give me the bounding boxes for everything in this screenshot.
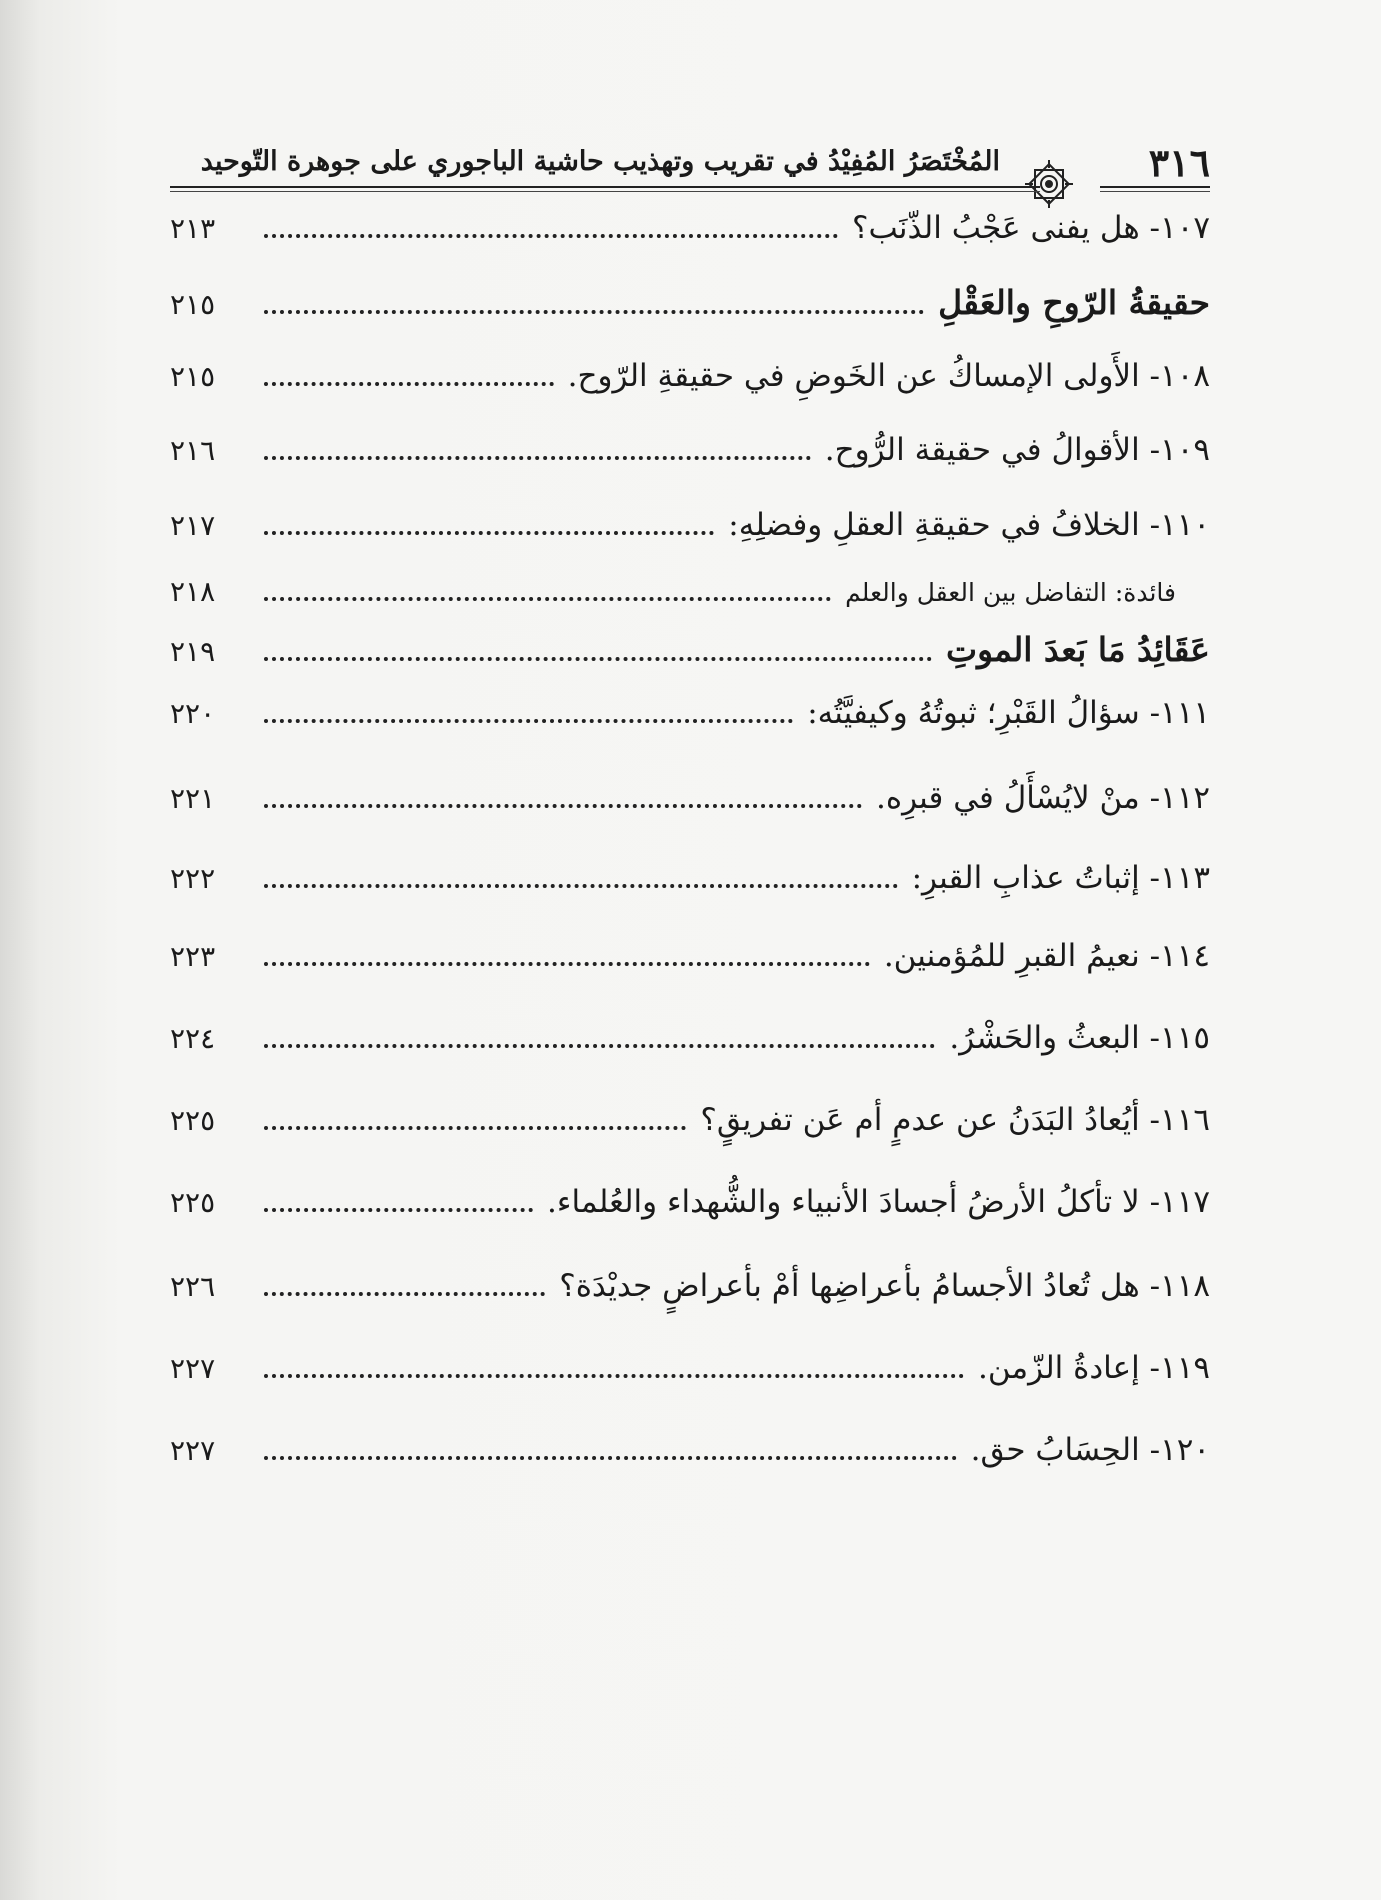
toc-title: ١١٥- البعثُ والحَشْرُ. [949, 1020, 1210, 1056]
toc-leader-dots [264, 234, 838, 238]
toc-title: ١٠٨- الأَولى الإمساكُ عن الخَوضِ في حقيقةِ الرّوح. [567, 358, 1210, 394]
toc-leader-dots [264, 1374, 964, 1378]
toc-title: عَقَائِدُ مَا بَعدَ الموتِ [946, 630, 1210, 669]
toc-entry-row [170, 432, 1210, 492]
toc-title: ١٠٩- الأقوالُ في حقيقة الرُّوح. [824, 432, 1210, 468]
toc-page-number: ٢٢٤ [170, 1022, 216, 1055]
toc-entry-row [170, 1432, 1210, 1492]
toc-title: ١١٩- إعادةُ الزّمن. [978, 1350, 1210, 1386]
page-header [170, 140, 1210, 190]
toc-leader-dots [264, 1292, 545, 1296]
toc-page-number: ٢١٣ [170, 212, 216, 245]
toc-page-number: ٢٢٣ [170, 940, 216, 973]
toc-page-number: ٢٢٢ [170, 862, 216, 895]
toc-entry-row [170, 1184, 1210, 1244]
toc-leader-dots [264, 804, 862, 808]
toc-leader-dots [264, 531, 714, 535]
toc-page-number: ٢١٥ [170, 360, 216, 393]
toc-page-number: ٢٢٧ [170, 1434, 216, 1467]
toc-title: ١١٣- إثباتُ عذابِ القبرِ: [911, 860, 1210, 896]
toc-title: ١١٧- لا تأكلُ الأرضُ أجسادَ الأنبياء والشُّهداء والعُلماء. [547, 1184, 1210, 1220]
header-divider [170, 186, 1040, 188]
toc-entry-row [170, 1102, 1210, 1162]
toc-page-number: ٢١٨ [170, 575, 216, 608]
toc-title: ١١٢- منْ لايُسْأَلُ في قبرِه. [875, 780, 1210, 816]
toc-leader-dots [264, 962, 870, 966]
toc-leader-dots [264, 1456, 957, 1460]
toc-title: حقيقةُ الرّوحِ والعَقْلِ [938, 283, 1210, 322]
header-divider-thin [170, 191, 1040, 192]
toc-title: ١١٦- أيُعادُ البَدَنُ عن عدمٍ أم عَن تفريقٍ؟ [700, 1102, 1210, 1138]
book-title: المُخْتَصَرُ المُفِيْدُ في تقريب وتهذيب حاشية الباجوري على جوهرة التّوحيد [200, 146, 1000, 177]
toc-entry-row [170, 780, 1210, 840]
header-divider-right [1100, 186, 1210, 188]
toc-title: ١٠٧- هل يفنى عَجْبُ الذّنَب؟ [852, 210, 1210, 246]
toc-leader-dots [264, 657, 932, 661]
toc-title: ١١١- سؤالُ القَبْرِ؛ ثبوتُهُ وكيفيَّتُه: [807, 695, 1210, 731]
toc-page-number: ٢١٩ [170, 635, 216, 668]
toc-page-number: ٢٢٧ [170, 1352, 216, 1385]
arabesque-ornament-icon [1023, 158, 1075, 210]
toc-title: ١١٨- هل تُعادُ الأجسامُ بأعراضِها أمْ بأعراضٍ جديْدَة؟ [559, 1268, 1210, 1304]
toc-entry-row [170, 210, 1210, 270]
toc-page-number: ٢١٦ [170, 434, 216, 467]
toc-entry-row [170, 938, 1210, 998]
toc-entry-row [170, 358, 1210, 418]
toc-leader-dots [264, 382, 554, 386]
toc-title: ١٢٠- الحِسَابُ حق. [970, 1432, 1210, 1468]
toc-section-row [170, 283, 1210, 343]
toc-page-number: ٢١٧ [170, 509, 216, 542]
toc-page-number: ٢٢٠ [170, 697, 216, 730]
toc-entry-row [170, 1268, 1210, 1328]
toc-title: ١١٤- نعيمُ القبرِ للمُؤمنين. [883, 938, 1210, 974]
toc-entry-row [170, 507, 1210, 567]
toc-page-number: ٢٢١ [170, 782, 216, 815]
header-divider-right-thin [1100, 191, 1210, 192]
toc-leader-dots [264, 456, 811, 460]
toc-leader-dots [264, 1208, 533, 1212]
toc-page-number: ٢٢٦ [170, 1270, 216, 1303]
toc-leader-dots [264, 719, 793, 723]
toc-entry-row [170, 695, 1210, 755]
toc-leader-dots [264, 597, 831, 601]
toc-entry-row [170, 1020, 1210, 1080]
toc-page-number: ٢٢٥ [170, 1186, 216, 1219]
toc-leader-dots [264, 310, 924, 314]
toc-note-row [170, 575, 1210, 635]
toc-title: فائدة: التفاضل بين العقل والعلم [845, 578, 1176, 607]
page-number: ٣١٦ [1148, 140, 1210, 185]
toc-section-row [170, 630, 1210, 690]
toc-entry-row [170, 860, 1210, 920]
toc-leader-dots [264, 884, 898, 888]
toc-leader-dots [264, 1044, 935, 1048]
toc-page-number: ٢٢٥ [170, 1104, 216, 1137]
toc-entry-row [170, 1350, 1210, 1410]
toc-title: ١١٠- الخلافُ في حقيقةِ العقلِ وفضلِهِ: [728, 507, 1210, 543]
toc-leader-dots [264, 1126, 686, 1130]
toc-page-number: ٢١٥ [170, 288, 216, 321]
